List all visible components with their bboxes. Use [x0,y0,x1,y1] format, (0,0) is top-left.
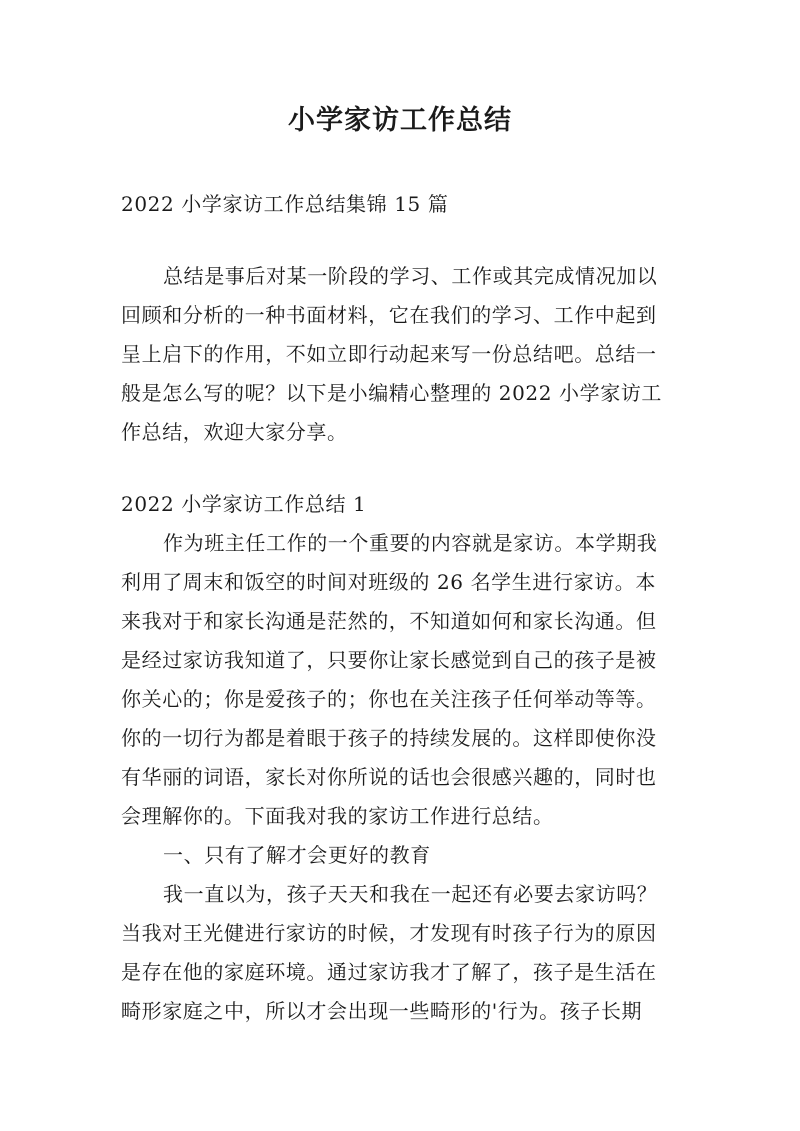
paragraph-line: 作为班主任工作的一个重要的内容就是家访。本学期我 [163,531,658,555]
paragraph-line: 你关心的；你是爱孩子的；你也在关注孩子任何举动等等。 [121,687,657,711]
paragraph-line: 当我对王光健进行家访的时候，才发现有时孩子行为的原因 [121,921,657,945]
paragraph-line: 会理解你的。下面我对我的家访工作进行总结。 [121,804,554,828]
paragraph-line: 来我对于和家长沟通是茫然的，不知道如何和家长沟通。但 [121,609,657,633]
intro-line: 作总结，欢迎大家分享。 [121,420,348,444]
paragraph-line: 我一直以为，孩子天天和我在一起还有必要去家访吗？ [163,882,658,906]
intro-line: 回顾和分析的一种书面材料，它在我们的学习、工作中起到 [121,303,657,327]
paragraph-line: 有华丽的词语，家长对你所说的话也会很感兴趣的，同时也 [121,765,657,789]
paragraph-line: 你的一切行为都是着眼于孩子的持续发展的。这样即使你没 [121,726,657,750]
section-heading: 2022 小学家访工作总结 1 [121,492,367,516]
paragraph-line: 是存在他的家庭环境。通过家访我才了解了，孩子是生活在 [121,960,657,984]
intro-line: 呈上启下的作用，不如立即行动起来写一份总结吧。总结一 [121,342,657,366]
subheading: 一、只有了解才会更好的教育 [163,843,431,867]
intro-line: 总结是事后对某一阶段的学习、工作或其完成情况加以 [163,264,658,288]
intro-line: 般是怎么写的呢？以下是小编精心整理的 2022 小学家访工 [121,381,663,405]
paragraph-line: 利用了周末和饭空的时间对班级的 26 名学生进行家访。本 [121,570,656,594]
document-subtitle: 2022 小学家访工作总结集锦 15 篇 [121,192,449,216]
document-title: 小学家访工作总结 [288,105,512,136]
paragraph-line: 是经过家访我知道了，只要你让家长感觉到自己的孩子是被 [121,648,657,672]
paragraph-line: 畸形家庭之中，所以才会出现一些畸形的'行为。孩子长期 [121,999,643,1023]
